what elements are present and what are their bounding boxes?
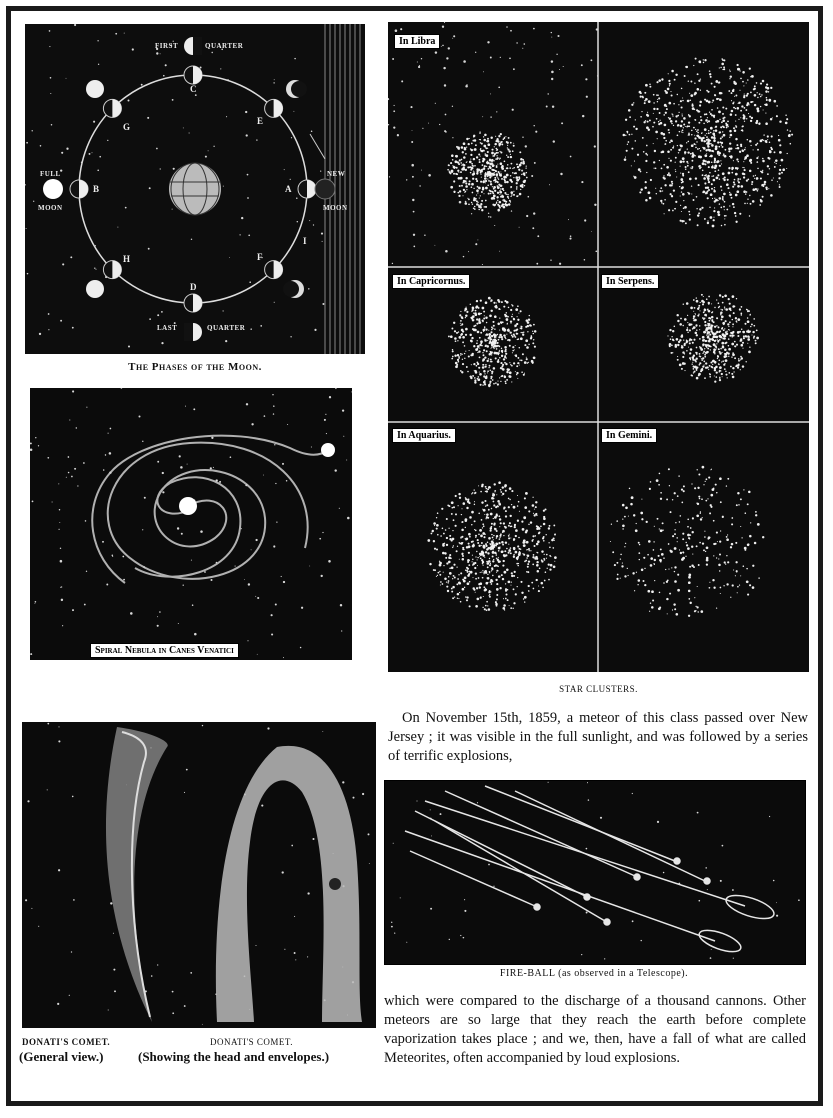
cluster-label-aquarius: In Aquarius. bbox=[392, 428, 456, 443]
cluster-label-capricornus: In Capricornus. bbox=[392, 274, 470, 289]
label-A: A bbox=[285, 184, 292, 194]
paragraph-2: which were compared to the discharge of a thousand cannons. Other meteors are so large that they reach the earth before complete vaporization takes place ; and we, then, have a fall of what are called Meteorites, often accompanied by loud explosions. bbox=[384, 993, 806, 1066]
comet-left-caption-1: DONATI'S COMET. bbox=[22, 1037, 111, 1047]
comet-right-caption-1: DONATI'S COMET. bbox=[210, 1037, 293, 1047]
label-C: C bbox=[190, 84, 197, 94]
label-new: NEW bbox=[327, 170, 346, 178]
label-D: D bbox=[190, 282, 197, 292]
star-clusters-illustration bbox=[388, 22, 809, 672]
paragraph-1: On November 15th, 1859, a meteor of this class passed over New Jersey ; it was visible in the full sunlight, and was followed by a series of terrific explosions, bbox=[388, 710, 808, 764]
cluster-label-libra: In Libra bbox=[394, 34, 440, 49]
label-G: G bbox=[123, 122, 131, 132]
moon-phases-illustration bbox=[25, 24, 365, 354]
cluster-label-gemini: In Gemini. bbox=[601, 428, 657, 443]
star-clusters-plate bbox=[388, 22, 809, 672]
label-last-quarter: LAST bbox=[157, 324, 178, 332]
label-last-quarter-2: QUARTER bbox=[207, 324, 246, 332]
label-H: H bbox=[123, 254, 131, 264]
label-first-quarter: FIRST bbox=[155, 42, 179, 50]
spiral-caption: Spiral Nebula in Canes Venatici bbox=[90, 643, 239, 658]
moon-caption: The Phases of the Moon. bbox=[128, 361, 262, 373]
star-clusters-caption: STAR CLUSTERS. bbox=[559, 684, 638, 694]
label-full: FULL bbox=[40, 170, 61, 178]
cluster-label-serpens: In Serpens. bbox=[601, 274, 659, 289]
label-new-moon: MOON bbox=[323, 204, 348, 212]
label-I: I bbox=[303, 236, 308, 246]
comet-right-caption-2: (Showing the head and envelopes.) bbox=[138, 1049, 330, 1064]
fireball-illustration bbox=[385, 781, 805, 964]
comet-left-caption-2: (General view.) bbox=[19, 1049, 104, 1064]
donati-comet-illustration bbox=[22, 722, 376, 1028]
label-first-quarter-2: QUARTER bbox=[205, 42, 244, 50]
spiral-nebula-plate bbox=[30, 388, 352, 660]
moon-phases-plate bbox=[25, 24, 365, 354]
spiral-nebula-illustration bbox=[30, 388, 352, 660]
label-E: E bbox=[257, 116, 264, 126]
fireball-caption: FIRE-BALL (as observed in a Telescope). bbox=[499, 968, 689, 979]
label-B: B bbox=[93, 184, 100, 194]
fireball-plate bbox=[384, 780, 806, 965]
label-full-moon: MOON bbox=[38, 204, 63, 212]
donati-comet-plate bbox=[22, 722, 376, 1028]
label-F: F bbox=[257, 252, 263, 262]
